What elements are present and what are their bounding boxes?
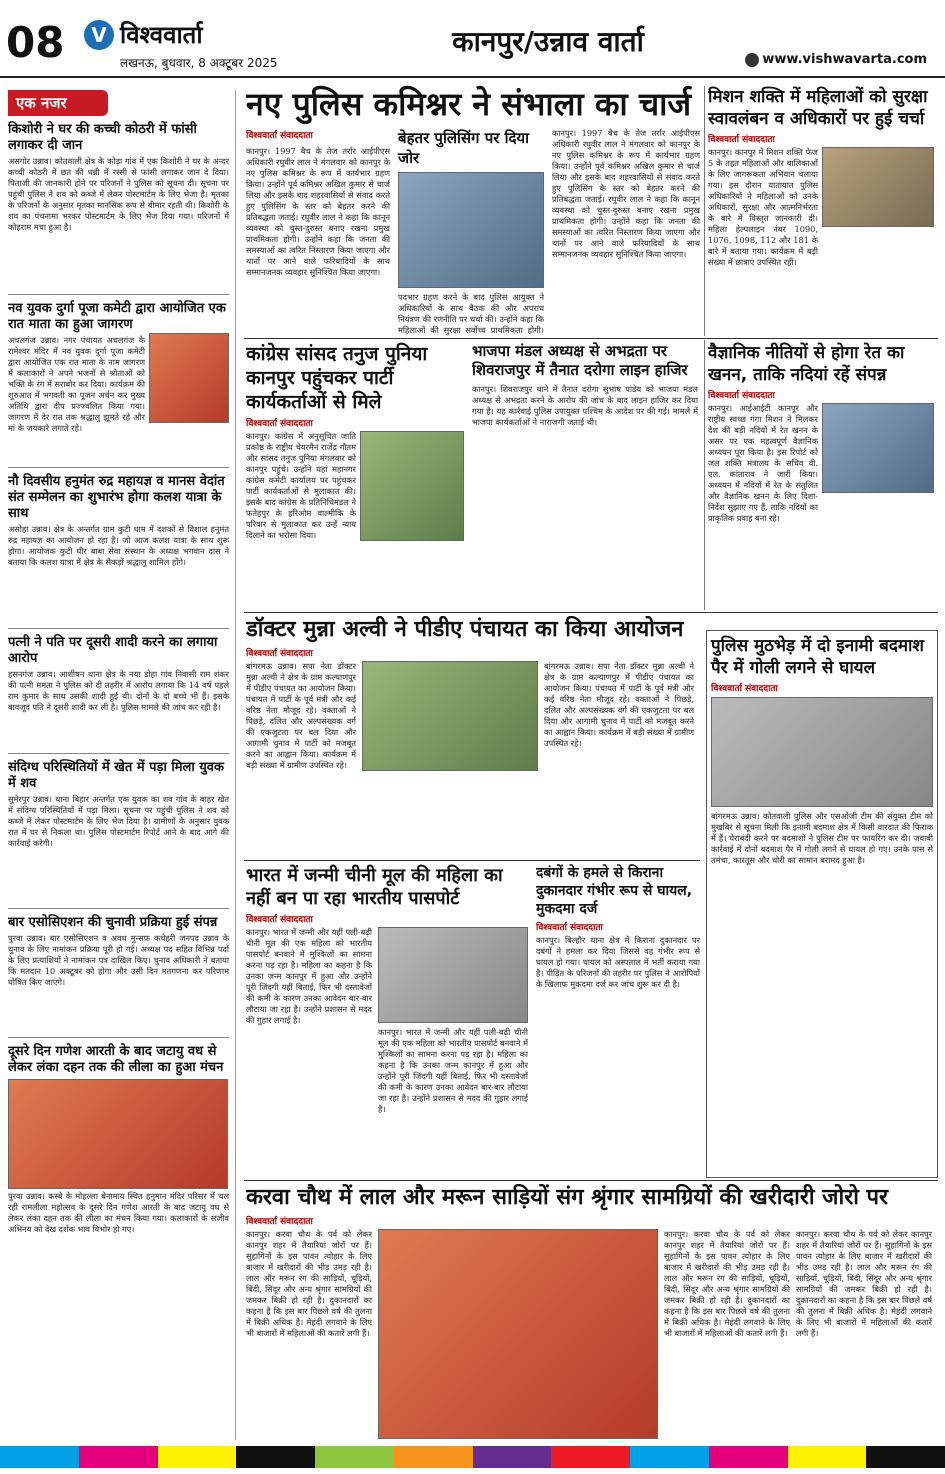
mission-shakti-headline: मिशन शक्ति में महिलाओं को सुरक्षा स्वावलंबन व अधिकारों पर हुई चर्चा xyxy=(708,87,928,129)
passport-text-b: कानपुर। भारत में जन्मी और यहीं पली-बढ़ी चीनी मूल की एक महिला को भारतीय पासपोर्ट बनवाने में मुश्किलों का सामना करना पड़ रहा है। महिला का कहना है कि उनका जन्म कानपुर में हुआ और उन्होंने पूरी जिंदगी यहीं बिताई, फिर भी दस्तावेजों की कमी के कारण उनका आवेदन बार-बार लौटाया जा रहा है। उन्होंने प्रशासन से मदद की गुहार लगाई है। xyxy=(378,1027,528,1114)
globe-icon xyxy=(745,53,759,67)
passport-story xyxy=(246,864,530,1174)
brief-text: सुमेरपुर उन्नाव। थाना बिहार अन्तर्गत एक युवक का शव गांव के बाहर खेत में संदिग्ध परिस्थितियों में पड़ा मिला। सूचना पर पहुंची पुलिस ने शव को कब्जे में लेकर पोस्टमार्टम के लिए भेज दिया है। ग्रामीणों के अनुसार युवक रात में घर से निकला था। पुलिस पोस्टमार्टम रिपोर्ट आने के बाद आगे की कार्रवाई करेगी। xyxy=(8,794,229,848)
section-divider xyxy=(244,338,938,339)
color-swatch xyxy=(788,1446,867,1468)
color-swatch xyxy=(866,1446,945,1468)
brief-item xyxy=(8,474,235,629)
brief-item xyxy=(8,122,235,295)
color-swatch xyxy=(473,1446,552,1468)
section-divider xyxy=(244,860,700,861)
top-story-subhead: बेहतर पुलिसिंग पर दिया जोर xyxy=(398,129,530,167)
divider xyxy=(8,467,229,468)
panchayat-text-b: बांगरमऊ उन्नाव। सपा नेता डॉक्टर मुन्ना अल्वी ने क्षेत्र के ग्राम कल्याणपुर में पीडीए पंचायत का आयोजन किया। पंचायत में पार्टी के पूर्व मंत्री और कई वरिष्ठ नेता मौजूद रहे। वक्ताओं ने पिछड़े, दलित और अल्पसंख्यक वर्ग की एकजुटता पर बल दिया और आगामी चुनाव में पार्टी को मजबूत करने का आह्वान किया। कार्यक्रम में बड़ी संख्या में ग्रामीण उपस्थित रहे। xyxy=(544,661,694,748)
passport-text: कानपुर। भारत में जन्मी और यहीं पली-बढ़ी चीनी मूल की एक महिला को भारतीय पासपोर्ट बनवाने में मुश्किलों का सामना करना पड़ रहा है। महिला का कहना है कि उनका जन्म कानपुर में हुआ और उन्होंने पूरी जिंदगी यहीं बिताई, फिर भी दस्तावेजों की कमी के कारण उनका आवेदन बार-बार लौटाया जा रहा है। उन्होंने प्रशासन से मदद की गुहार लगाई है। xyxy=(246,927,372,1025)
panchayat-byline: विश्ववार्ता संवाददाता xyxy=(246,649,313,659)
passport-byline: विश्ववार्ता संवाददाता xyxy=(246,915,313,925)
brief-title: संदिग्ध परिस्थितियों में खेत में पड़ा मिला युवक में शव xyxy=(8,760,224,791)
karwa-chauth-text: कानपुर। करवा चौथ के पर्व को लेकर कानपुर शहर में तैयारियां जोरों पर हैं। सुहागिनों के इस पावन त्योहार के लिए बाजार में खरीदारों की भीड़ उमड़ रही है। लाल और मरून रंग की साड़ियों, चूड़ियों, बिंदी, सिंदूर और अन्य श्रृंगार सामग्रियों की जमकर बिक्री हो रही है। दुकानदारों का कहना है कि इस बार पिछले वर्ष की तुलना में बिक्री अधिक है। मेहंदी लगवाने के लिए भी बाजारों में महिलाओं की कतारें लगी हैं। xyxy=(246,1229,372,1338)
passport-headline: भारत में जन्मी चीनी मूल की महिला का नहीं बन पा रहा भारतीय पासपोर्ट xyxy=(246,865,503,909)
sand-mining-text: कानपुर। आईआईटी कानपुर और राष्ट्रीय स्वच्छ गंगा मिशन ने मिलकर देश की बड़ी नदियों में रेत खनन के असर पर एक महत्वपूर्ण वैज्ञानिक अध्ययन पूरा किया है। इस रिपोर्ट को जल शक्ति मंत्रालय के सचिव वी. एल. कांताराव ने जारी किया। अध्ययन में नदियों में रेत के संतुलित और वैज्ञानिक खनन के लिए दिशा-निर्देश सुझाए गए हैं, ताकि नदियों का प्राकृतिक प्रवाह बना रहे। xyxy=(708,403,818,523)
color-swatch xyxy=(709,1446,788,1468)
section-divider xyxy=(244,612,938,613)
divider xyxy=(8,294,229,295)
jagran-photo xyxy=(149,333,229,423)
masthead xyxy=(0,0,945,78)
mission-shakti-byline: विश्ववार्ता संवाददाता xyxy=(708,135,775,145)
karwa-chauth-text-b: कानपुर। करवा चौथ के पर्व को लेकर कानपुर शहर में तैयारियां जोरों पर हैं। सुहागिनों के इस पावन त्योहार के लिए बाजार में खरीदारों की भीड़ उमड़ रही है। लाल और मरून रंग की साड़ियों, चूड़ियों, बिंदी, सिंदूर और अन्य श्रृंगार सामग्रियों की जमकर बिक्री हो रही है। दुकानदारों का कहना है कि इस बार पिछले वर्ष की तुलना में बिक्री अधिक है। मेहंदी लगवाने के लिए भी बाजारों में महिलाओं की कतारें लगी हैं। xyxy=(664,1229,790,1338)
shopkeeper-headline: दबंगों के हमले से किराना दुकानदार गंभीर रूप से घायल, मुकदमा दर्ज xyxy=(536,865,693,917)
encounter-byline: विश्ववार्ता संवाददाता xyxy=(711,684,778,694)
color-registration-bar xyxy=(0,1446,945,1468)
mission-shakti-photo xyxy=(822,147,934,227)
encounter-headline: पुलिस मुठभेड़ में दो इनामी बदमाश पैर में गोली लगने से घायल xyxy=(711,636,924,678)
color-swatch xyxy=(0,1446,79,1468)
panchayat-headline: डॉक्टर मुन्ना अल्वी ने पीडीए पंचायत का किया आयोजन xyxy=(246,617,684,642)
karwa-chauth-story xyxy=(246,1184,938,1440)
sand-mining-byline: विश्ववार्ता संवाददाता xyxy=(708,391,775,401)
bjp-text: कानपुर। शिवराजपुर थाने में तैनात दरोगा सुभाष पांडेय को भाजपा मंडल अध्यक्ष से अभद्रता करने के आरोप की जांच के बाद लाइन हाजिर कर दिया गया है। यह कार्रवाई पुलिस उपायुक्त पश्चिम के आदेश पर की गई। मामले में भाजपा कार्यकर्ताओं ने नाराजगी जताई थी। xyxy=(472,384,698,427)
color-swatch xyxy=(315,1446,394,1468)
brief-title: बार एसोसिएशन की चुनावी प्रक्रिया हुई संपन्न xyxy=(8,915,218,930)
congress-story xyxy=(246,342,466,608)
brief-item xyxy=(8,915,235,1038)
top-story-byline: विश्ववार्ता संवाददाता xyxy=(246,131,313,141)
sand-mining-headline: वैज्ञानिक नीतियों से होगा रेत का खनन, ताकि नदियां रहें संपन्न xyxy=(708,343,905,385)
commissioner-photo xyxy=(398,172,544,288)
column-rule xyxy=(704,340,705,610)
website-url: www.vishwavarta.com xyxy=(762,52,927,67)
bjp-headline: भाजपा मंडल अध्यक्ष से अभद्रता पर शिवराजपुर में तैनात दरोगा लाइन हाजिर xyxy=(472,342,688,379)
congress-byline: विश्ववार्ता संवाददाता xyxy=(246,419,313,429)
brief-title: नौ दिवसीय हनुमंत रुद्र महायज्ञ व मानस वेदांत संत सम्मेलन का शुभारंभ होगा कलश यात्रा के साथ xyxy=(8,474,225,521)
divider xyxy=(8,628,229,629)
brief-item xyxy=(8,301,235,468)
mission-shakti-story xyxy=(708,86,936,336)
karwa-chauth-text-c: कानपुर। करवा चौथ के पर्व को लेकर कानपुर शहर में तैयारियां जोरों पर हैं। सुहागिनों के इस पावन त्योहार के लिए बाजार में खरीदारों की भीड़ उमड़ रही है। लाल और मरून रंग की साड़ियों, चूड़ियों, बिंदी, सिंदूर और अन्य श्रृंगार सामग्रियों की जमकर बिक्री हो रही है। दुकानदारों का कहना है कि इस बार पिछले वर्ष की तुलना में बिक्री अधिक है। मेहंदी लगवाने के लिए भी बाजारों में महिलाओं की कतारें लगी हैं। xyxy=(796,1229,932,1338)
encounter-story xyxy=(706,630,938,1178)
brand-logo: V xyxy=(84,20,114,50)
brief-title: दूसरे दिन गणेश आरती के बाद जटायु वध से लेकर लंका दहन तक की लीला का हुआ मंचन xyxy=(8,1044,224,1075)
shopkeeper-byline: विश्ववार्ता संवाददाता xyxy=(536,923,603,933)
shopkeeper-story xyxy=(536,864,700,1174)
brief-item xyxy=(8,635,235,754)
divider xyxy=(8,1037,229,1038)
brief-text: असोहा उन्नाव। क्षेत्र के अन्तर्गत ग्राम कुटी धाम में दशकों से विशाल हनुमंत रुद्र महायज्ञ का आयोजन हो रहा है। जो आज कलश यात्रा के साथ शुरू होगा। आयोजक कुटी धीर बाबा सेवा संस्थान के अध्यक्ष भगवान दास ने बताया कि कलश यात्रा में क्षेत्र के सैकड़ों श्रद्धालु शामिल होंगे। xyxy=(8,524,229,567)
page-number: 08 xyxy=(6,18,65,67)
color-swatch xyxy=(551,1446,630,1468)
color-swatch xyxy=(630,1446,709,1468)
brief-item xyxy=(8,760,235,909)
color-swatch xyxy=(394,1446,473,1468)
section-title: कानपुर/उन्नाव वार्ता xyxy=(452,25,644,58)
brief-text: पुरवा उन्नाव। कस्बे के मोहल्ला बेनामाय स्थित हनुमान मंदिर परिसर में चल रही रामलीला महोत्सव के दूसरे दिन गणेश आरती के बाद जटायु वध से लेकर लंका दहन तक की लीला का मंचन किया गया। कलाकारों के सजीव अभिनय को देख दर्शक भाव विभोर हो गए। xyxy=(8,1191,229,1234)
top-story-text-b: पदभार ग्रहण करने के बाद पुलिस आयुक्त ने अधिकारियों के साथ बैठक की और अपराध नियंत्रण की रणनीति पर चर्चा की। उन्होंने कहा कि महिलाओं की सुरक्षा सर्वोच्च प्राथमिकता होगी। xyxy=(398,292,544,335)
brief-text: असगोर उन्नाव। कोतवाली क्षेत्र के कोड़ा गांव में एक किशोरी ने घर के अन्दर कच्ची कोठरी में छत की धन्नी में रस्सी से फांसी लगाकर जान दे दिया। पिताजी की जानकारी होने पर परिजनों ने पुलिस को सूचना दी। सूचना पर पहुंची पुलिस ने शव को कब्जे में लेकर पोस्टमार्टम के लिए भेजा है। मृतका के परिजनों के अनुसार मृतका मानसिक रूप से बीमार रहती थी। किशोरी के शव का पंचनामा भरकर पोस्टमार्टम के लिए भेज दिया गया। परिजनों में कोहराम मचा हुआ है। xyxy=(8,156,229,232)
sand-mining-photo xyxy=(822,403,934,493)
karwa-chauth-photo xyxy=(378,1229,658,1439)
encounter-photo xyxy=(711,697,933,807)
top-story-headline: नए पुलिस कमिश्नर ने संभाला का चार्ज xyxy=(246,85,692,123)
brief-item xyxy=(8,1044,235,1281)
congress-headline: कांग्रेस सांसद तनुज पुनिया कानपुर पहुंचकर पार्टी कार्यकर्ताओं से मिले xyxy=(246,343,428,413)
brief-text: अचलगंज उन्नाव। नगर पंचायत अचलगंज के रामेश्वर मंदिर में नव युवक दुर्गा पूजा कमेटी द्वारा आयोजित एक रात माता के नाम जागरण में कलाकारों ने अपने भजनों से श्रोताओं को भक्ति के रंग में सराबोर कर दिया। कार्यक्रम की शुरुआत में भगवती का पूजन अर्चन कर मुख्य अतिथि द्वारा दीप प्रज्ज्वलित किया गया। जागरण में देर रात तक श्रद्धालु झूमते रहे और मां के जयकारे लगाते रहे। xyxy=(8,335,145,433)
karwa-chauth-byline: विश्ववार्ता संवाददाता xyxy=(246,1217,313,1227)
briefs-label: एक नजर xyxy=(8,90,108,116)
website-link[interactable] xyxy=(745,52,927,67)
shopkeeper-text: कानपुर। बिल्हौर थाना क्षेत्र में किराना दुकानदार पर दबंगों ने हमला कर दिया जिससे वह गंभीर रूप से घायल हो गया। घायल को अस्पताल में भर्ती कराया गया है। पीड़ित के परिजनों की तहरीर पर पुलिस ने आरोपियों के खिलाफ मुकदमा दर्ज कर जांच शुरू कर दी है। xyxy=(536,935,700,989)
karwa-chauth-headline: करवा चौथ में लाल और मरून साड़ियों संग श्रृंगार सामग्रियों की खरीदारी जोरो पर xyxy=(246,1185,889,1210)
brief-title: नव युवक दुर्गा पूजा कमेटी द्वारा आयोजित एक रात माता का हुआ जागरण xyxy=(8,301,226,332)
panchayat-photo xyxy=(362,661,538,771)
column-rule xyxy=(704,86,705,336)
top-story-text: कानपुर। 1997 बैच के तेज तर्रार आईपीएस अधिकारी रघुवीर लाल ने मंगलवार को कानपुर के नए पुलिस कमिश्नर के रूप में कार्यभार ग्रहण किया। उन्होंने पूर्व कमिश्नर अखिल कुमार से चार्ज लिया और इसके बाद शहरवासियों से संवाद करते हुए पुलिसिंग के स्तर को बेहतर करने की प्रतिबद्धता जताई। रघुवीर लाल ने कहा कि कानून व्यवस्था को चुस्त-दुरुस्त बनाए रखना प्रमुख प्राथमिकता होगी। उन्होंने कहा कि जनता की समस्याओं का त्वरित निस्तारण किया जाएगा और थानों पर आने वाले फरियादियों के साथ सम्मानजनक व्यवहार सुनिश्चित किया जाएगा। xyxy=(246,146,390,277)
congress-photo xyxy=(360,431,464,541)
brief-text: पुरवा उन्नाव। बार एसोसिएशन व अवध मुन्सफ़ कचेहरी जनपद उन्नाव के चुनाव के लिए नामांकन प्रक्रिया पूरी हो गई। अध्यक्ष पद सहित विभिन्न पदों के लिए प्रत्याशियों ने नामांकन पत्र दाखिल किए। चुनाव अधिकारी ने बताया कि मतदान 10 अक्टूबर को होगा और उसी दिन मतगणना कर परिणाम घोषित किए जाएंगे। xyxy=(8,933,229,987)
top-story-text-c: कानपुर। 1997 बैच के तेज तर्रार आईपीएस अधिकारी रघुवीर लाल ने मंगलवार को कानपुर के नए पुलिस कमिश्नर के रूप में कार्यभार ग्रहण किया। उन्होंने पूर्व कमिश्नर अखिल कुमार से चार्ज लिया और इसके बाद शहरवासियों से संवाद करते हुए पुलिसिंग के स्तर को बेहतर करने की प्रतिबद्धता जताई। रघुवीर लाल ने कहा कि कानून व्यवस्था को चुस्त-दुरुस्त बनाए रखना प्रमुख प्राथमिकता होगी। उन्होंने कहा कि जनता की समस्याओं का त्वरित निस्तारण किया जाएगा और थानों पर आने वाले फरियादियों के साथ सम्मानजनक व्यवहार सुनिश्चित किया जाएगा। xyxy=(552,128,700,259)
section-divider xyxy=(244,1180,938,1181)
date-line: लखनऊ, बुधवार, 8 अक्टूबर 2025 xyxy=(120,56,278,70)
passport-photo xyxy=(378,927,528,1023)
ramlila-photo xyxy=(8,1079,228,1189)
color-swatch xyxy=(236,1446,315,1468)
top-story xyxy=(246,84,700,336)
divider xyxy=(8,908,229,909)
panchayat-text: बांगरमऊ उन्नाव। सपा नेता डॉक्टर मुन्ना अल्वी ने क्षेत्र के ग्राम कल्याणपुर में पीडीए पंचायत का आयोजन किया। पंचायत में पार्टी के पूर्व मंत्री और कई वरिष्ठ नेता मौजूद रहे। वक्ताओं ने पिछड़े, दलित और अल्पसंख्यक वर्ग की एकजुटता पर बल दिया और आगामी चुनाव में पार्टी को मजबूत करने का आह्वान किया। कार्यक्रम में बड़ी संख्या में ग्रामीण उपस्थित रहे। xyxy=(246,661,356,770)
brief-title: पत्नी ने पति पर दूसरी शादी करने का लगाया आरोप xyxy=(8,635,218,666)
color-swatch xyxy=(158,1446,237,1468)
divider xyxy=(8,753,229,754)
color-swatch xyxy=(79,1446,158,1468)
mission-shakti-text: कानपुर। कानपुर में मिशन शक्ति फेज 5 के तहत महिलाओं और बालिकाओं के लिए जागरूकता अभियान चलाया गया। इस दौरान यातायात पुलिस अधिकारियों ने महिलाओं को उनके अधिकारों, सुरक्षा और आत्मनिर्भरता के बारे में विस्तृत जानकारी दी। महिला हेल्पलाइन नंबर 1090, 1076, 1098, 112 और 181 के बारे में बताया गया। कार्यक्रम में बड़ी संख्या में छात्राएं उपस्थित रहीं। xyxy=(708,147,818,267)
panchayat-story xyxy=(246,616,698,856)
bjp-story xyxy=(472,342,698,608)
briefs-column xyxy=(8,90,236,1440)
brief-title: किशोरी ने घर की कच्ची कोठरी में फांसी लगाकर दी जान xyxy=(8,122,197,153)
encounter-text: बांगरमऊ उन्नाव। कोतवाली पुलिस और एसओजी टीम की संयुक्त टीम को मुखबिर से सूचना मिली कि इनामी बदमाश क्षेत्र में किसी वारदात की फिराक में हैं। घेराबंदी करने पर बदमाशों ने पुलिस टीम पर फायरिंग कर दी। जवाबी कार्रवाई में दोनों बदमाश पैर में गोली लगने से घायल हो गए। उनके पास से तमंचा, कारतूस और चोरी का सामान बरामद हुआ है। xyxy=(711,811,933,865)
congress-text: कानपुर। कांग्रेस में अनुसूचित जाति प्रकोष्ठ के राष्ट्रीय चेयरमैन राजेंद्र गौतम और सांसद तनुज पुनिया मंगलवार को कानपुर पहुंचे। उन्होंने यहां महानगर कांग्रेस कमेटी कार्यालय पर पहुंचकर पार्टी कार्यकर्ताओं से मुलाकात की। इसके बाद कांग्रेस के प्रतिनिधिमंडल ने फतेहपुर के हरिओम वाल्मीकि के परिवार से मुलाकात कर उन्हें न्याय दिलाने का भरोसा दिया। xyxy=(246,431,356,540)
brief-text: हसनगंज उन्नाव। आशीषन थाना क्षेत्र के नया डोहा गांव निवासी राम शंकर की पत्नी ममता ने पुलिस को दी तहरीर में आरोप लगाया कि 14 वर्ष पहले राम कुमार के साथ उसकी शादी हुई थी। दोनों के दो बच्चे भी हैं। इसके बावजूद पति ने दूसरी शादी कर ली है। पुलिस मामले की जांच कर रही है। xyxy=(8,669,229,712)
brand-name: विश्ववार्ता xyxy=(120,21,203,49)
sand-mining-story xyxy=(708,342,936,608)
